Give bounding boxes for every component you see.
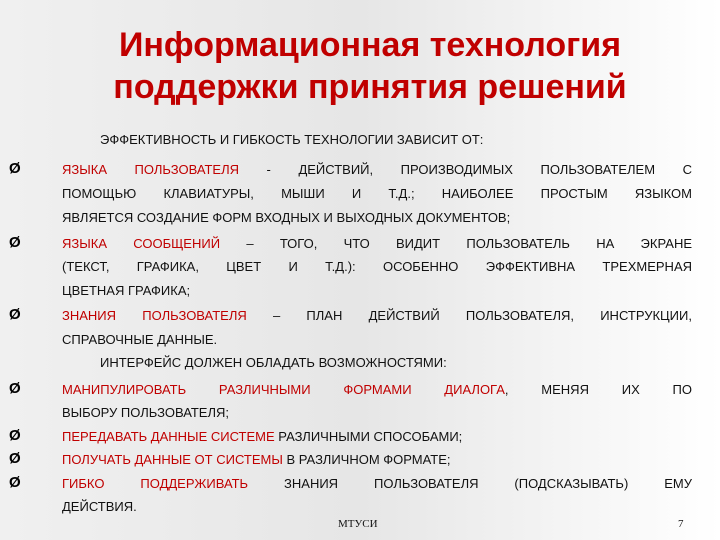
footer-org: МТУСИ xyxy=(338,518,378,530)
bullet-1-line-1 xyxy=(62,162,692,177)
bullet-2-line-3: ЦВЕТНАЯ ГРАФИКА; xyxy=(62,283,191,298)
bullet-4-text: , МЕНЯЯ ИХ ПО xyxy=(504,382,692,397)
slide-title xyxy=(40,24,700,108)
title-line-1: Информационная технология xyxy=(118,26,622,64)
bullet-1-text: - ДЕЙСТВИЙ, ПРОИЗВОДИМЫХ ПОЛЬЗОВАТЕЛЕМ С xyxy=(239,162,692,177)
bullet-3-text: – ПЛАН ДЕЙСТВИЙ ПОЛЬЗОВАТЕЛЯ, ИНСТРУКЦИИ, xyxy=(246,308,692,323)
bullet-1-term: ЯЗЫКА ПОЛЬЗОВАТЕЛЯ xyxy=(62,162,240,177)
arrow-bullet-icon: Ø xyxy=(9,427,21,444)
bullet-7-term: ГИБКО ПОДДЕРЖИВАТЬ xyxy=(62,476,249,491)
bullet-5-line-1 xyxy=(62,429,692,444)
arrow-bullet-icon: Ø xyxy=(9,234,21,251)
arrow-bullet-icon: Ø xyxy=(9,380,21,397)
intro-interface: ИНТЕРФЕЙС ДОЛЖЕН ОБЛАДАТЬ ВОЗМОЖНОСТЯМИ: xyxy=(100,355,447,370)
bullet-6-line-1 xyxy=(62,452,692,467)
bullet-5-text: РАЗЛИЧНЫМИ СПОСОБАМИ; xyxy=(274,429,463,444)
bullet-1-line-2: ПОМОЩЬЮ КЛАВИАТУРЫ, МЫШИ И Т.Д.; НАИБОЛЕЕ ПРОСТЫМ ЯЗЫКОМ xyxy=(62,186,692,201)
intro-effectiveness: ЭФФЕКТИВНОСТЬ И ГИБКОСТЬ ТЕХНОЛОГИИ ЗАВИСИТ ОТ: xyxy=(100,132,484,147)
bullet-2-line-2: (ТЕКСТ, ГРАФИКА, ЦВЕТ И Т.Д.): ОСОБЕННО ЭФФЕКТИВНА ТРЕХМЕРНАЯ xyxy=(62,259,692,274)
bullet-3-term: ЗНАНИЯ ПОЛЬЗОВАТЕЛЯ xyxy=(62,308,247,323)
bullet-3-line-2: СПРАВОЧНЫЕ ДАННЫЕ. xyxy=(62,332,218,347)
bullet-6-text: В РАЗЛИЧНОМ ФОРМАТЕ; xyxy=(282,452,451,467)
bullet-4-line-1 xyxy=(62,382,692,397)
arrow-bullet-icon: Ø xyxy=(9,474,21,491)
arrow-bullet-icon: Ø xyxy=(9,306,21,323)
title-line-2: поддержки принятия решений xyxy=(113,68,627,106)
arrow-bullet-icon: Ø xyxy=(9,450,21,467)
bullet-6-term: ПОЛУЧАТЬ ДАННЫЕ ОТ СИСТЕМЫ xyxy=(62,452,283,467)
bullet-2-line-1 xyxy=(62,236,692,251)
bullet-4-line-2: ВЫБОРУ ПОЛЬЗОВАТЕЛЯ; xyxy=(62,405,230,420)
page-number: 7 xyxy=(678,518,684,530)
bullet-3-line-1 xyxy=(62,308,692,323)
bullet-2-term: ЯЗЫКА СООБЩЕНИЙ xyxy=(62,236,221,251)
bullet-1-line-3: ЯВЛЯЕТСЯ СОЗДАНИЕ ФОРМ ВХОДНЫХ И ВЫХОДНЫХ ДОКУМЕНТОВ; xyxy=(62,210,511,225)
arrow-bullet-icon: Ø xyxy=(9,160,21,177)
bullet-7-line-2: ДЕЙСТВИЯ. xyxy=(62,499,137,514)
bullet-4-term: МАНИПУЛИРОВАТЬ РАЗЛИЧНЫМИ ФОРМАМИ ДИАЛОГА xyxy=(62,382,505,397)
bullet-5-term: ПЕРЕДАВАТЬ ДАННЫЕ СИСТЕМЕ xyxy=(62,429,275,444)
bullet-7-line-1 xyxy=(62,476,692,491)
bullet-7-text: ЗНАНИЯ ПОЛЬЗОВАТЕЛЯ (ПОДСКАЗЫВАТЬ) ЕМУ xyxy=(248,476,692,491)
bullet-2-text: – ТОГО, ЧТО ВИДИТ ПОЛЬЗОВАТЕЛЬ НА ЭКРАНЕ xyxy=(220,236,692,251)
